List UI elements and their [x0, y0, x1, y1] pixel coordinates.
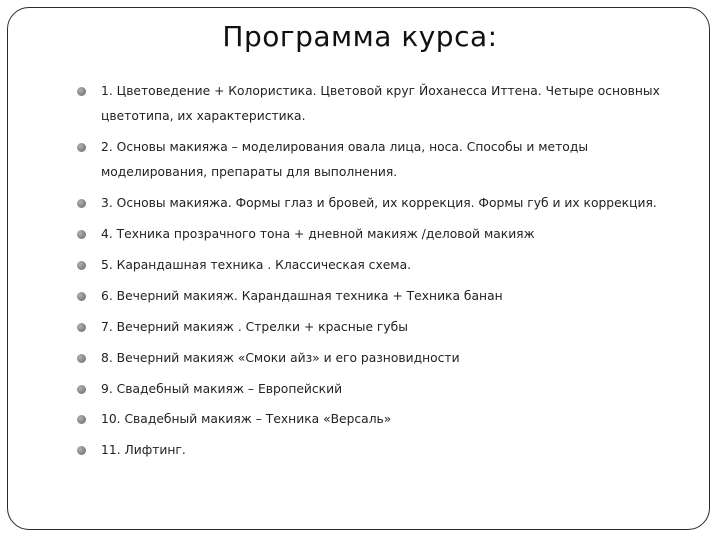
- list-item: [101, 222, 671, 247]
- list-item: [101, 438, 671, 463]
- list-item-text: 8. Вечерний макияж «Смоки айз» и его разновидности: [101, 351, 460, 365]
- list-item-text: 3. Основы макияжа. Формы глаз и бровей, их коррекция. Формы губ и их коррекция.: [101, 196, 657, 210]
- bullet-icon: [77, 385, 86, 394]
- list-item-text: 6. Вечерний макияж. Карандашная техника + Техника банан: [101, 289, 503, 303]
- list-item-text: 7. Вечерний макияж . Стрелки + красные губы: [101, 320, 408, 334]
- list-item-text: 5. Карандашная техника . Классическая схема.: [101, 258, 412, 272]
- list-item-text: 1. Цветоведение + Колористика. Цветовой круг Йоханесса Иттена. Четыре основных цветотипа, их характеристика.: [101, 84, 660, 123]
- list-item: [101, 346, 671, 371]
- bullet-icon: [77, 199, 86, 208]
- list-item: [101, 315, 671, 340]
- bullet-icon: [77, 230, 86, 239]
- list-item-text: 2. Основы макияжа – моделирования овала лица, носа. Способы и методы моделирования, препараты для выполнения.: [101, 140, 589, 179]
- bullet-icon: [77, 292, 86, 301]
- list-item: [101, 407, 671, 432]
- bullet-icon: [77, 354, 86, 363]
- list-item: [101, 253, 671, 278]
- bullet-icon: [77, 415, 86, 424]
- slide-title: Программа курса:: [222, 20, 498, 53]
- list-item-text: 11. Лифтинг.: [101, 443, 186, 457]
- list-item: [101, 135, 671, 185]
- list-item: [101, 377, 671, 402]
- bullet-icon: [77, 323, 86, 332]
- list-item-text: 9. Свадебный макияж – Европейский: [101, 382, 343, 396]
- bullet-icon: [77, 143, 86, 152]
- bullet-icon: [77, 87, 86, 96]
- list-item: [101, 284, 671, 309]
- list-item-text: 10. Свадебный макияж – Техника «Версаль»: [101, 412, 392, 426]
- list-item-text: 4. Техника прозрачного тона + дневной макияж /деловой макияж: [101, 227, 535, 241]
- list-item: [101, 79, 671, 129]
- bullet-icon: [77, 261, 86, 270]
- bullet-icon: [77, 446, 86, 455]
- list-item: [101, 191, 671, 216]
